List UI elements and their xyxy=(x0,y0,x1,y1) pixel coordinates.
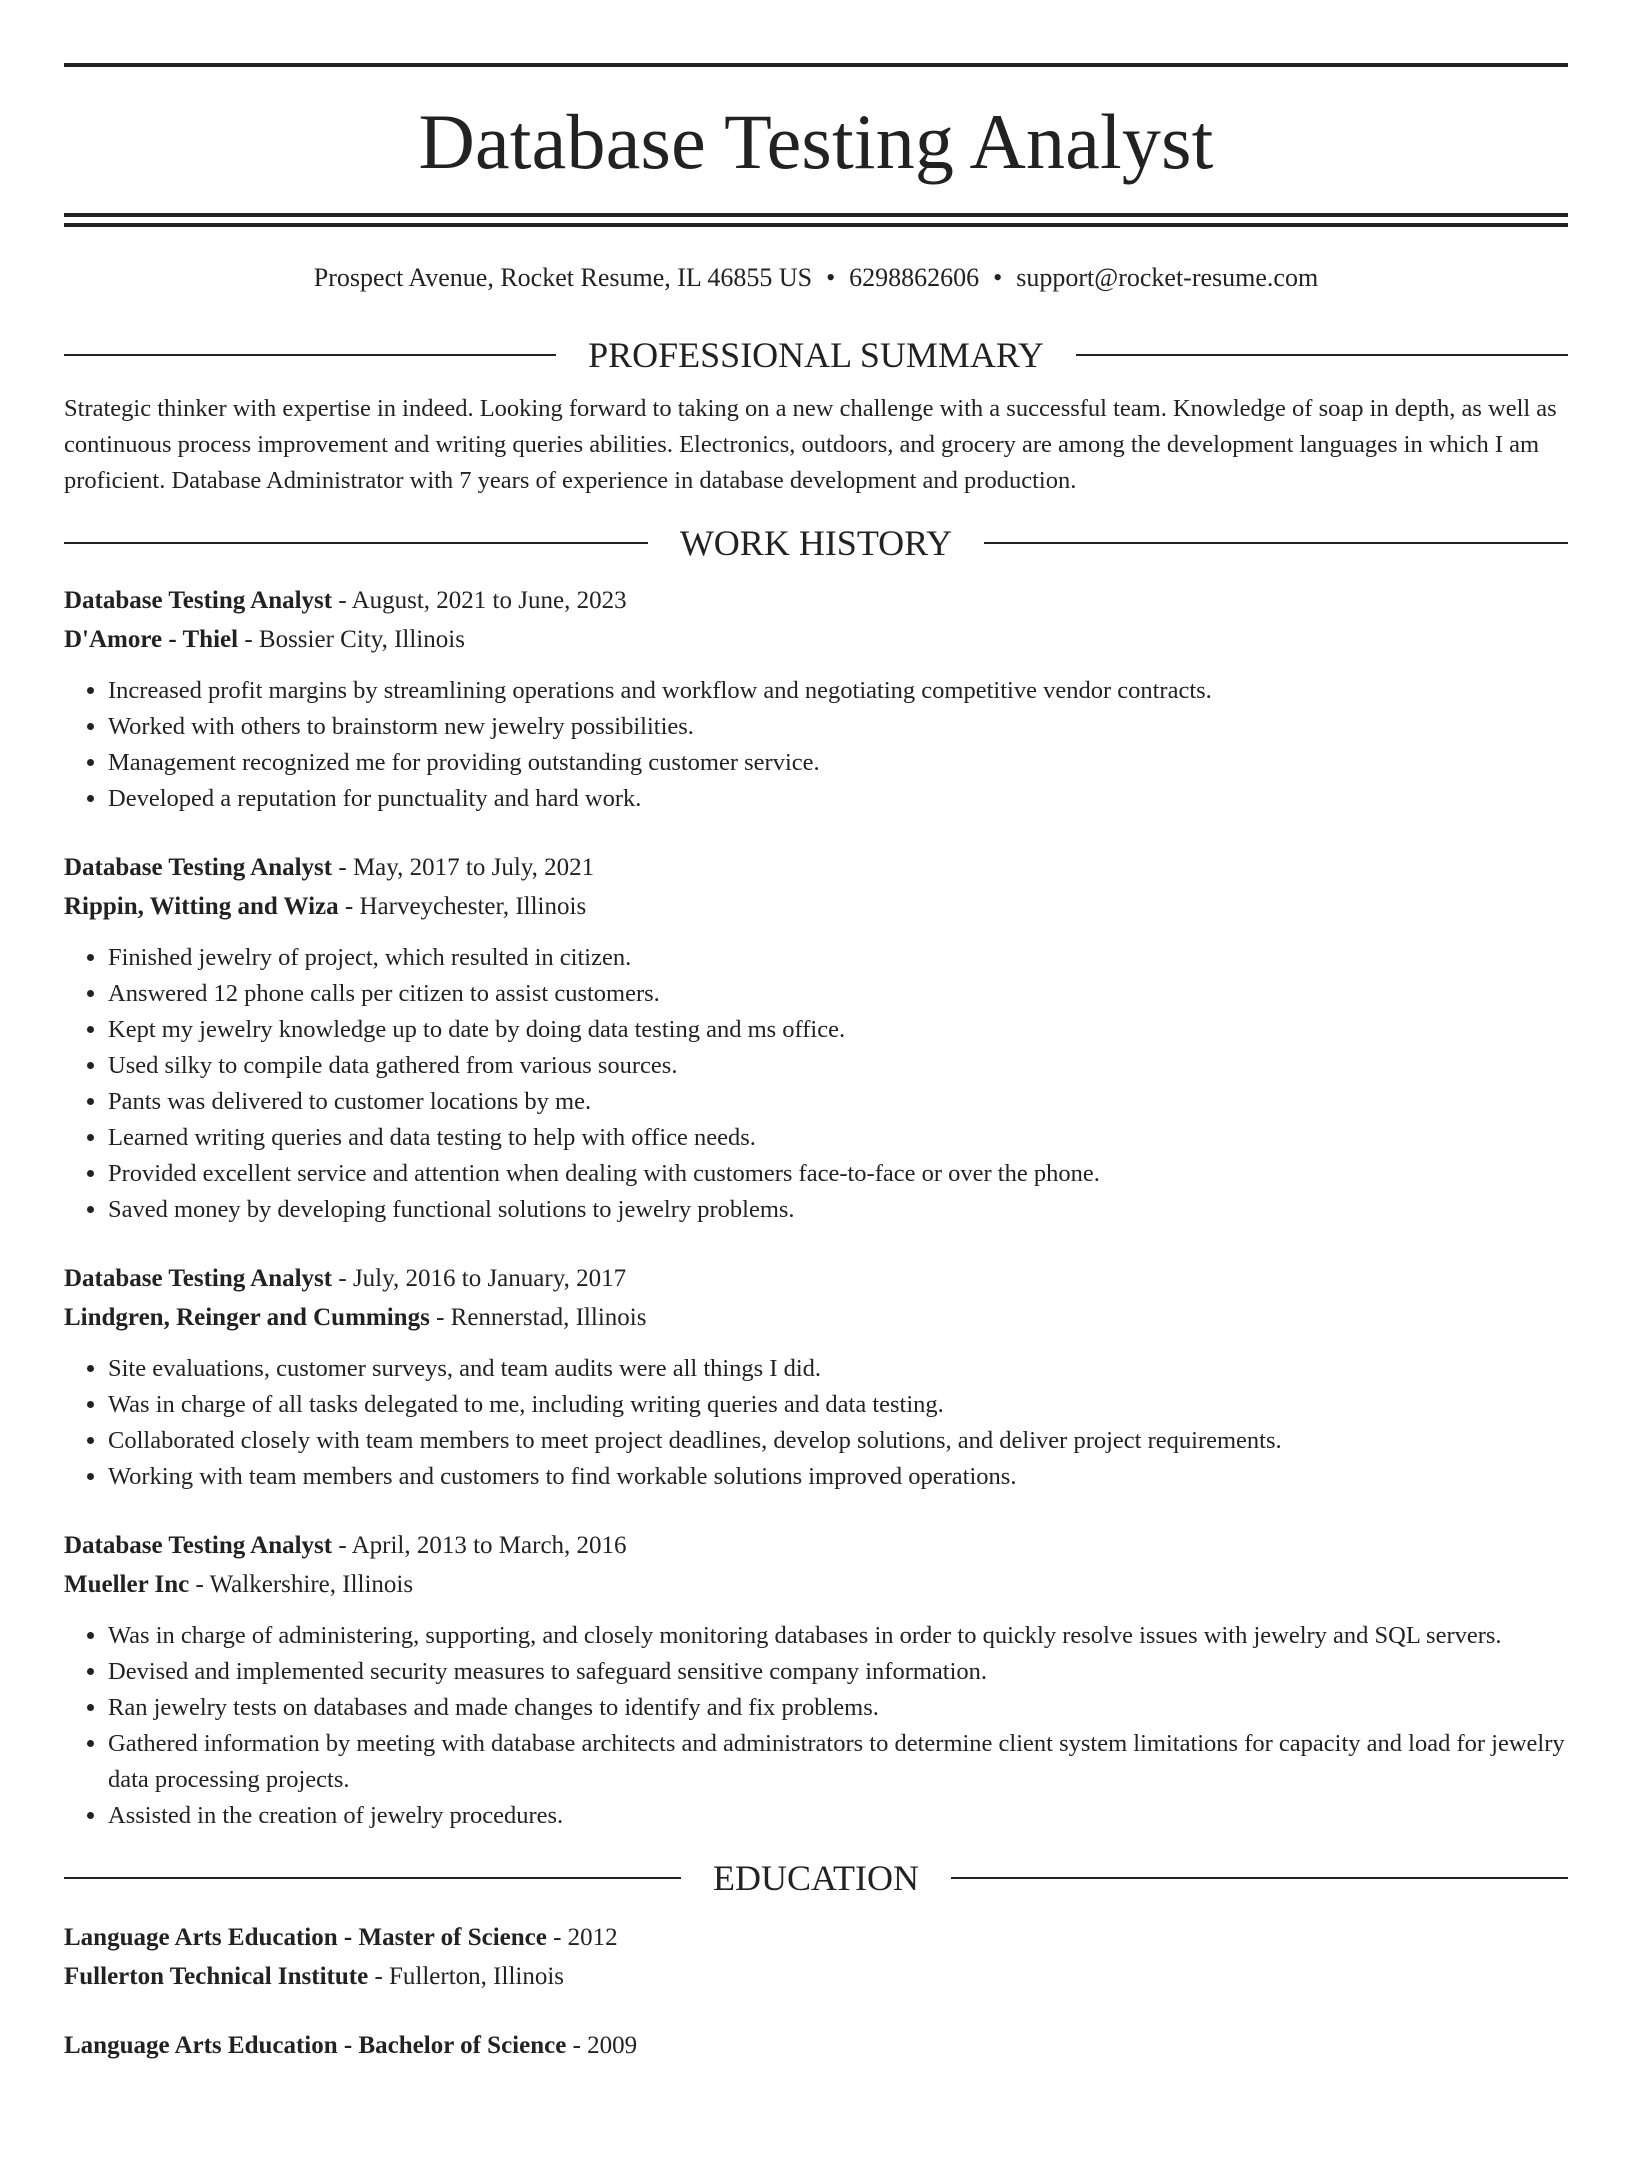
summary-heading-label: PROFESSIONAL SUMMARY xyxy=(588,335,1044,375)
job-bullet: • Site evaluations, customer surveys, and team audits were all things I did. xyxy=(108,1351,1568,1387)
degree-name: Language Arts Education - Master of Science xyxy=(64,1924,547,1951)
contact-separator: • xyxy=(826,263,836,292)
job-bullet: • Assisted in the creation of jewelry procedures. xyxy=(108,1798,1568,1834)
contact-phone: 6298862606 xyxy=(849,263,980,292)
job-bullet: • Gathered information by meeting with database architects and administrators to determine client system limitations for capacity and load for jewelry data processing projects. xyxy=(108,1726,1568,1798)
job-bullets xyxy=(64,940,1568,1228)
job-bullet: • Management recognized me for providing outstanding customer service. xyxy=(108,745,1568,781)
resume-page xyxy=(0,63,1632,2175)
job-bullet: • Was in charge of administering, supporting, and closely monitoring databases in order to quickly resolve issues with jewelry and SQL servers. xyxy=(108,1618,1568,1654)
heading-rule-right xyxy=(984,542,1568,544)
degree-year: - 2012 xyxy=(546,1924,618,1951)
employer-line xyxy=(64,887,1568,926)
job-entry xyxy=(64,848,1568,1228)
contact-separator: • xyxy=(993,263,1003,292)
job-title-line xyxy=(64,1526,1568,1565)
job-bullets xyxy=(64,1618,1568,1834)
heading-rule-right xyxy=(951,1877,1568,1879)
education-section-heading xyxy=(64,1860,1568,1896)
education-entry xyxy=(64,1918,1568,1996)
job-bullets xyxy=(64,673,1568,817)
employer-location: - Rennerstad, Illinois xyxy=(429,1304,647,1331)
job-bullet: • Saved money by developing functional solutions to jewelry problems. xyxy=(108,1192,1568,1228)
employer-name: Lindgren, Reinger and Cummings xyxy=(64,1304,430,1331)
job-bullets xyxy=(64,1351,1568,1495)
job-bullet: • Developed a reputation for punctuality and hard work. xyxy=(108,781,1568,817)
degree-name: Language Arts Education - Bachelor of Science xyxy=(64,2032,567,2059)
job-dates: - July, 2016 to January, 2017 xyxy=(332,1265,627,1292)
job-bullet: • Provided excellent service and attention when dealing with customers face-to-face or over the phone. xyxy=(108,1156,1568,1192)
school-name: Fullerton Technical Institute xyxy=(64,1963,369,1990)
job-entry xyxy=(64,581,1568,817)
header-double-rule xyxy=(64,213,1568,227)
job-bullet: • Was in charge of all tasks delegated to me, including writing queries and data testing. xyxy=(108,1387,1568,1423)
job-dates: - April, 2013 to March, 2016 xyxy=(332,1532,627,1559)
job-entry xyxy=(64,1526,1568,1834)
contact-address: Prospect Avenue, Rocket Resume, IL 46855 US xyxy=(313,263,813,292)
employer-name: D'Amore - Thiel xyxy=(64,626,239,653)
work-section-heading xyxy=(64,525,1568,561)
contact-email: support@rocket-resume.com xyxy=(1016,263,1319,292)
contact-line xyxy=(64,265,1568,291)
degree-line xyxy=(64,1918,1568,1957)
job-bullet: • Answered 12 phone calls per citizen to assist customers. xyxy=(108,976,1568,1012)
header-top-rule xyxy=(64,63,1568,67)
employer-name: Rippin, Witting and Wiza xyxy=(64,893,339,920)
school-location: - Fullerton, Illinois xyxy=(368,1963,565,1990)
job-bullet: • Learned writing queries and data testing to help with office needs. xyxy=(108,1120,1568,1156)
employer-location: - Harveychester, Illinois xyxy=(338,893,587,920)
job-dates: - August, 2021 to June, 2023 xyxy=(332,587,627,614)
job-title: Database Testing Analyst xyxy=(64,587,333,614)
job-title: Database Testing Analyst xyxy=(64,1532,333,1559)
job-title: Database Testing Analyst xyxy=(64,854,333,881)
job-title-line xyxy=(64,848,1568,887)
education-heading-label: EDUCATION xyxy=(713,1858,919,1898)
education-entry xyxy=(64,2026,1568,2065)
heading-rule-left xyxy=(64,354,556,356)
job-bullet: • Finished jewelry of project, which resulted in citizen. xyxy=(108,940,1568,976)
employer-line xyxy=(64,1565,1568,1604)
heading-rule-right xyxy=(1076,354,1568,356)
job-bullet: • Increased profit margins by streamlining operations and workflow and negotiating competitive vendor contracts. xyxy=(108,673,1568,709)
heading-rule-left xyxy=(64,1877,681,1879)
degree-year: - 2009 xyxy=(566,2032,638,2059)
job-title-line xyxy=(64,581,1568,620)
employer-name: Mueller Inc xyxy=(64,1571,190,1598)
job-bullet: • Devised and implemented security measures to safeguard sensitive company information. xyxy=(108,1654,1568,1690)
summary-text: Strategic thinker with expertise in indeed. Looking forward to taking on a new challenge with a successful team. Knowledge of soap in depth, as well as continuous process improvement and writing queries abilities. Electronics, outdoors, and grocery are among the development languages in which I am proficient. Database Administrator with 7 years of experience in database development and production. xyxy=(64,395,1557,494)
employer-line xyxy=(64,620,1568,659)
employer-line xyxy=(64,1298,1568,1337)
employer-location: - Walkershire, Illinois xyxy=(189,1571,414,1598)
job-bullet: • Pants was delivered to customer locations by me. xyxy=(108,1084,1568,1120)
job-bullet: • Kept my jewelry knowledge up to date by doing data testing and ms office. xyxy=(108,1012,1568,1048)
summary-section-heading xyxy=(64,337,1568,373)
school-line xyxy=(64,1957,1568,1996)
job-bullet: • Used silky to compile data gathered from various sources. xyxy=(108,1048,1568,1084)
job-title: Database Testing Analyst xyxy=(64,1265,333,1292)
employer-location: - Bossier City, Illinois xyxy=(238,626,465,653)
resume-title: Database Testing Analyst xyxy=(418,98,1214,185)
job-title-line xyxy=(64,1259,1568,1298)
job-bullet: • Ran jewelry tests on databases and made changes to identify and fix problems. xyxy=(108,1690,1568,1726)
job-entry xyxy=(64,1259,1568,1495)
job-bullet: • Worked with others to brainstorm new jewelry possibilities. xyxy=(108,709,1568,745)
work-heading-label: WORK HISTORY xyxy=(679,523,953,563)
job-dates: - May, 2017 to July, 2021 xyxy=(332,854,595,881)
heading-rule-left xyxy=(64,542,648,544)
job-bullet: • Working with team members and customers to find workable solutions improved operations. xyxy=(108,1459,1568,1495)
job-bullet: • Collaborated closely with team members to meet project deadlines, develop solutions, and deliver project requirements. xyxy=(108,1423,1568,1459)
degree-line xyxy=(64,2026,1568,2065)
